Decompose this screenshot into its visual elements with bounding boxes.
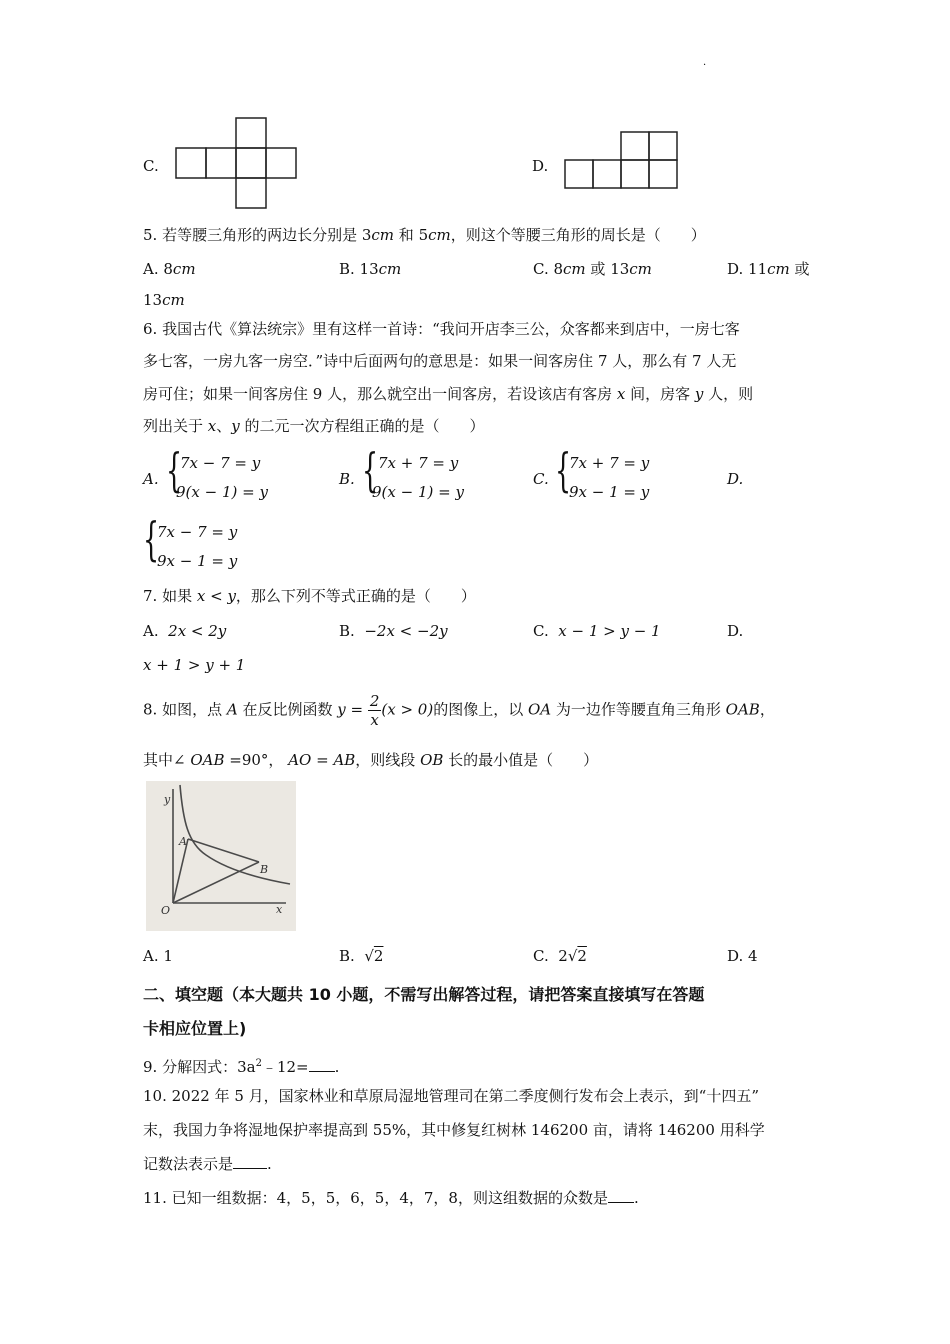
q4-option-c-label: C.	[143, 157, 159, 175]
q8-option-a: A. 1	[143, 947, 173, 965]
q11-answer-blank[interactable]	[608, 1202, 634, 1203]
section-2-heading-line2: 卡相应位置上)	[143, 1019, 247, 1038]
q7-option-d-label: D.	[727, 622, 744, 640]
q9-answer-blank[interactable]	[309, 1071, 335, 1072]
q8-line2: 其中∠ OAB =90°， AO = AB，则线段 OB 长的最小值是（ ）	[143, 751, 599, 769]
q8-figure	[146, 781, 296, 931]
q8-line1: 8. 如图，点 A 在反比例函数 y = $\frac{2}{x}$ (x > 0)的图像上，以 OA 为一边作等腰直角三角形 OAB，	[143, 692, 775, 729]
q10-line3: 记数法表示是 .	[143, 1155, 272, 1173]
q6-option-d-label: D.	[727, 470, 744, 488]
q6-option-b-eq2: 9(x − 1) = y	[372, 483, 464, 501]
q5-option-c: C. 8cm 或 13cm	[533, 260, 652, 278]
q10-answer-blank[interactable]	[233, 1168, 267, 1169]
q7-option-d: x + 1 > y + 1	[143, 656, 246, 674]
q8-fraction: $\frac{2}{x}$	[369, 692, 380, 729]
q8-fig-label-o: O	[161, 904, 171, 917]
q6-line3: 房可住；如果一间客房住 9 人，那么就空出一间客房，若设该店有客房 x 间，房客 y 人，则	[143, 385, 754, 403]
q11: 11. 已知一组数据：4，5，5，6，5，4，7，8，则这组数据的众数是 .	[143, 1189, 639, 1207]
q6-option-d-brace: {	[143, 512, 160, 566]
q6-line4: 列出关于 x、y 的二元一次方程组正确的是（ ）	[143, 417, 485, 435]
q6-option-a-brace: {	[166, 443, 183, 497]
q5-option-d: D. 11cm 或	[727, 260, 810, 278]
q6-option-d-eq1: 7x − 7 = y	[157, 523, 238, 541]
q7-stem: 7. 如果 x < y，那么下列不等式正确的是（ ）	[143, 587, 476, 605]
q6-option-c-eq1: 7x + 7 = y	[569, 454, 650, 472]
q6-line2: 多七客，一房九客一房空．”诗中后面两句的意思是：如果一间客房住 7 人，那么有 7 人无	[143, 352, 737, 370]
q4-option-d-net	[564, 131, 680, 191]
q6-option-b-label: B.	[339, 470, 355, 488]
q6-option-a-eq2: 9(x − 1) = y	[176, 483, 268, 501]
q6-option-c-brace: {	[555, 443, 572, 497]
q6-line1: 6. 我国古代《算法统宗》里有这样一首诗：“我问开店李三公，众客都来到店中，一房七客	[143, 320, 740, 338]
q8-fig-label-x: x	[276, 903, 283, 916]
q5-stem: 5. 若等腰三角形的两边长分别是 3cm 和 5cm，则这个等腰三角形的周长是（ ）	[143, 226, 706, 244]
q8-option-b: B. √2	[339, 947, 384, 965]
q6-option-c-eq2: 9x − 1 = y	[569, 483, 650, 501]
q6-option-a-eq1: 7x − 7 = y	[180, 454, 261, 472]
q6-option-c-label: C.	[533, 470, 549, 488]
q5-option-d-wrap: 13cm	[143, 291, 185, 309]
q7-option-b: B. −2x < −2y	[339, 622, 448, 640]
q6-option-d-eq2: 9x − 1 = y	[157, 552, 238, 570]
q4-option-c-net	[175, 117, 297, 209]
q8-option-d: D. 4	[727, 947, 758, 965]
q6-option-b-brace: {	[362, 443, 379, 497]
q4-option-d-label: D.	[532, 157, 549, 175]
q7-option-c: C. x − 1 > y − 1	[533, 622, 661, 640]
q6-option-a-label: A.	[143, 470, 159, 488]
q6-option-b-eq1: 7x + 7 = y	[378, 454, 459, 472]
q8-fig-label-a: A	[179, 835, 187, 848]
q8-fig-label-y: y	[164, 793, 171, 806]
q10-line2: 末，我国力争将湿地保护率提高到 55%，其中修复红树林 146200 亩，请将 146200 用科学	[143, 1121, 765, 1139]
page-mark: ·	[703, 60, 707, 71]
q7-option-a: A. 2x < 2y	[143, 622, 227, 640]
q8-fig-label-b: B	[260, 863, 269, 876]
section-2-heading-line1: 二、填空题（本大题共 10 小题，不需写出解答过程，请把答案直接填写在答题	[143, 985, 705, 1004]
q5-option-b: B. 13cm	[339, 260, 402, 278]
q9: 9. 分解因式：$3a^2﹣12=$ .	[143, 1058, 340, 1076]
q8-option-c: C. 2√2	[533, 947, 587, 965]
q5-option-a: A. 8cm	[143, 260, 196, 278]
q10-line1: 10. 2022 年 5 月，国家林业和草原局湿地管理司在第二季度侧行发布会上表示，到“十四五”	[143, 1087, 759, 1105]
